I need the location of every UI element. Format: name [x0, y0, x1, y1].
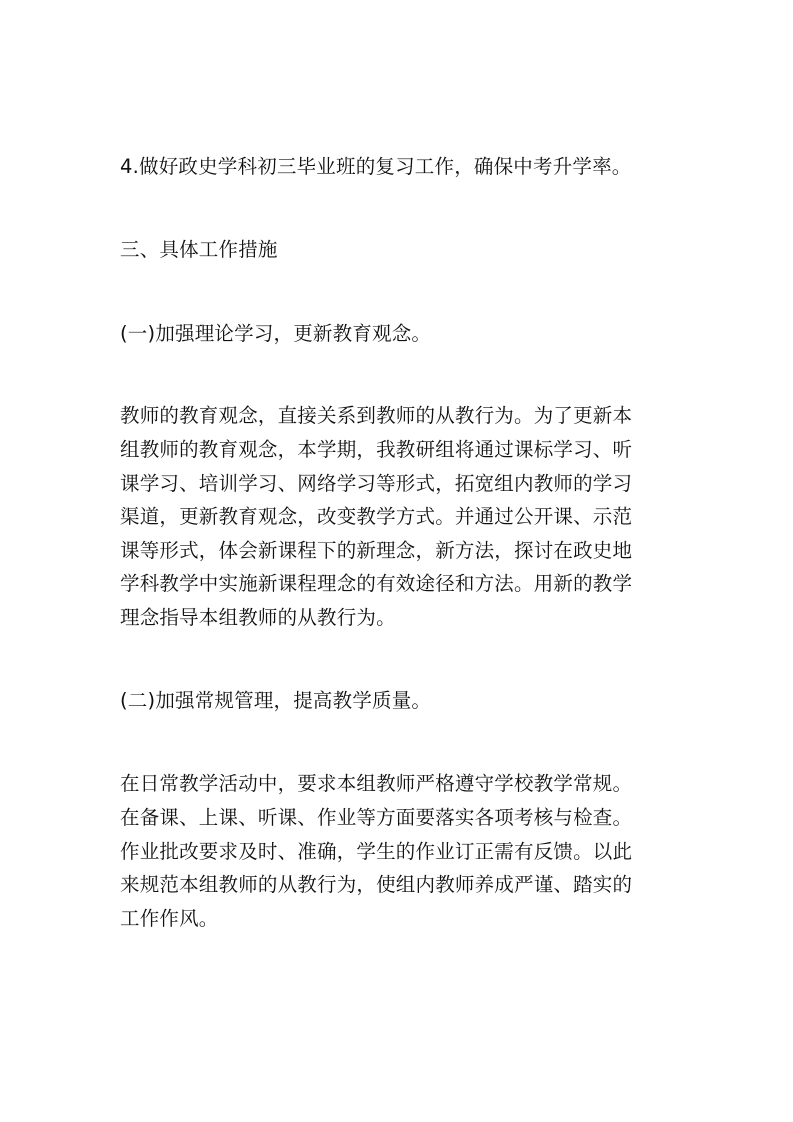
- paragraph-line: 来规范本组教师的从教行为，使组内教师养成严谨、踏实的: [120, 873, 633, 896]
- paragraph-line: 工作作风。: [120, 907, 219, 930]
- paragraph-line: 组教师的教育观念，本学期，我教研组将通过课标学习、听: [120, 438, 633, 461]
- paragraph-line: 学科教学中实施新课程理念的有效途径和方法。用新的教学: [120, 572, 633, 595]
- paragraph-line: 在备课、上课、听课、作业等方面要落实各项考核与检查。: [120, 806, 633, 829]
- subsection-heading-1: (一)加强理论学习，更新教育观念。: [120, 322, 432, 345]
- paragraph-line: 渠道，更新教育观念，改变教学方式。并通过公开课、示范: [120, 505, 633, 528]
- paragraph-line: 在日常教学活动中，要求本组教师严格遵守学校教学常规。: [120, 772, 633, 795]
- paragraph-line: 理念指导本组教师的从教行为。: [120, 606, 396, 629]
- paragraph-line: 课等形式，体会新课程下的新理念，新方法，探讨在政史地: [120, 539, 633, 562]
- paragraph-line: 作业批改要求及时、准确，学生的作业订正需有反馈。以此: [120, 840, 633, 863]
- paragraph-line: 教师的教育观念，直接关系到教师的从教行为。为了更新本: [120, 404, 633, 427]
- list-item-4: 4.做好政史学科初三毕业班的复习工作，确保中考升学率。: [120, 155, 632, 178]
- section-heading: 三、具体工作措施: [120, 238, 278, 261]
- paragraph-line: 课学习、培训学习、网络学习等形式，拓宽组内教师的学习: [120, 472, 633, 495]
- subsection-heading-2: (二)加强常规管理，提高教学质量。: [120, 689, 432, 712]
